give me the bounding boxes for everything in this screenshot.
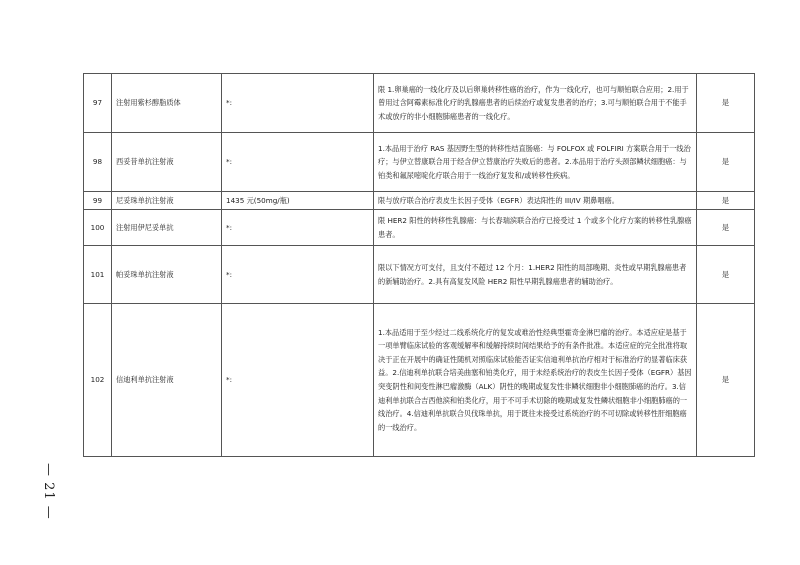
payment-condition: 限 HER2 阳性的转移性乳腺癌：与长春瑞滨联合治疗已接受过 1 个或多个化疗方案的转移性乳腺癌患者。 bbox=[374, 210, 697, 246]
drug-name: 注射用紫杉醇脂质体 bbox=[112, 74, 222, 133]
payment-condition: 限 1.卵巢癌的一线化疗及以后卵巢转移性癌的治疗，作为一线化疗，也可与顺铂联合应用；2.用于曾用过含阿霉素标准化疗的乳腺癌患者的后续治疗或复发患者的治疗；3.可与顺铂联合用于不能手术或放疗的非小细胞肺癌患者的一线化疗。 bbox=[374, 74, 697, 133]
drug-price: *: bbox=[222, 246, 374, 304]
payment-condition: 限与放疗联合治疗表皮生长因子受体（EGFR）表达阳性的 III/IV 期鼻咽癌。 bbox=[374, 192, 697, 210]
table-row bbox=[84, 192, 755, 210]
table-row bbox=[84, 133, 755, 192]
table-row bbox=[84, 246, 755, 304]
drug-name: 帕妥珠单抗注射液 bbox=[112, 246, 222, 304]
coverage-flag: 是 bbox=[697, 192, 755, 210]
drug-price: *: bbox=[222, 210, 374, 246]
drug-name: 西妥昔单抗注射液 bbox=[112, 133, 222, 192]
payment-condition: 1.本品用于治疗 RAS 基因野生型的转移性结直肠癌：与 FOLFOX 或 FOLFIRI 方案联合用于一线治疗；与伊立替康联合用于经含伊立替康治疗失败后的患者。2.本品用于治疗头颈部鳞状细胞癌：与铂类和氟尿嘧啶化疗联合用于一线治疗复发和/或转移性疾病。 bbox=[374, 133, 697, 192]
drug-name: 注射用伊尼妥单抗 bbox=[112, 210, 222, 246]
row-number: 98 bbox=[84, 133, 112, 192]
drug-name: 尼妥珠单抗注射液 bbox=[112, 192, 222, 210]
coverage-flag: 是 bbox=[697, 133, 755, 192]
payment-condition: 1.本品适用于至少经过二线系统化疗的复发或难治性经典型霍奇金淋巴瘤的治疗。本适应症是基于一项单臂临床试验的客观缓解率和缓解持续时间结果给予的有条件批准。本适应症的完全批准将取决于正在开展中的确证性随机对照临床试验能否证实信迪利单抗治疗相对于标准治疗的显著临床获益。2.信迪利单抗联合培美曲塞和铂类化疗，用于未经系统治疗的表皮生长因子受体（EGFR）基因突变阴性和间变性淋巴瘤激酶（ALK）阴性的晚期或复发性非鳞状细胞非小细胞肺癌的治疗。3.信迪利单抗联合吉西他滨和铂类化疗，用于不可手术切除的晚期或复发性鳞状细胞非小细胞肺癌的一线治疗。4.信迪利单抗联合贝伐珠单抗，用于既往未接受过系统治疗的不可切除或转移性肝细胞癌的一线治疗。 bbox=[374, 304, 697, 457]
payment-condition: 限以下情况方可支付，且支付不超过 12 个月：1.HER2 阳性的局部晚期、炎性或早期乳腺癌患者的新辅助治疗。2.具有高复发风险 HER2 阳性早期乳腺癌患者的辅助治疗。 bbox=[374, 246, 697, 304]
drug-price: *: bbox=[222, 133, 374, 192]
drug-price: *: bbox=[222, 304, 374, 457]
coverage-flag: 是 bbox=[697, 246, 755, 304]
table-row bbox=[84, 210, 755, 246]
table-row bbox=[84, 304, 755, 457]
drug-price: *: bbox=[222, 74, 374, 133]
drug-list-table bbox=[83, 73, 755, 457]
coverage-flag: 是 bbox=[697, 304, 755, 457]
drug-price: 1435 元(50mg/瓶) bbox=[222, 192, 374, 210]
drug-name: 信迪利单抗注射液 bbox=[112, 304, 222, 457]
coverage-flag: 是 bbox=[697, 74, 755, 133]
page-number: — 21 — bbox=[41, 463, 56, 520]
row-number: 99 bbox=[84, 192, 112, 210]
row-number: 97 bbox=[84, 74, 112, 133]
table-row bbox=[84, 74, 755, 133]
row-number: 101 bbox=[84, 246, 112, 304]
coverage-flag: 是 bbox=[697, 210, 755, 246]
row-number: 102 bbox=[84, 304, 112, 457]
row-number: 100 bbox=[84, 210, 112, 246]
